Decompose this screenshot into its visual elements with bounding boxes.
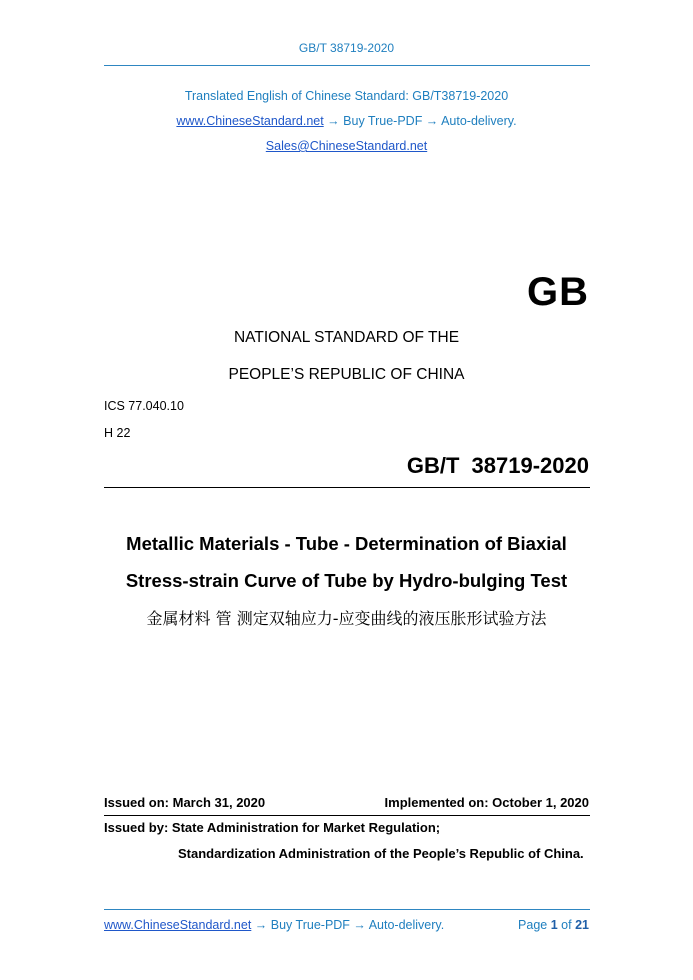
header-standard-code: GB/T 38719-2020 <box>298 41 395 55</box>
gb-logo-mark: GB <box>527 270 589 314</box>
footer-purchase-line <box>104 918 444 932</box>
chinese-title: 金属材料 管 测定双轴应力-应变曲线的液压胀形试验方法 <box>146 609 547 628</box>
issued-on-date: Issued on: March 31, 2020 <box>104 795 266 810</box>
english-title-line-1: Metallic Materials - Tube - Determination of Biaxial <box>126 533 567 554</box>
dates-divider <box>104 815 590 816</box>
page-of: of <box>561 918 572 932</box>
english-title-line-2: Stress-strain Curve of Tube by Hydro-bulging Test <box>125 570 568 591</box>
ics-code: ICS 77.040.10 <box>104 399 184 413</box>
issued-by-line-1: Issued by: State Administration for Market Regulation; <box>104 820 441 835</box>
page-label: Page <box>518 918 548 932</box>
footer-purchase-text: → Buy True-PDF → Auto-delivery. <box>251 918 445 932</box>
ccs-code: H 22 <box>104 426 131 440</box>
national-standard-line-2: PEOPLE’S REPUBLIC OF CHINA <box>228 366 465 383</box>
footer-divider <box>104 909 590 910</box>
sales-email-link[interactable]: Sales@ChineseStandard.net <box>265 139 428 153</box>
promo-purchase-line <box>0 114 693 128</box>
footer-site-link[interactable]: www.ChineseStandard.net <box>104 918 252 932</box>
national-standard-line-1: NATIONAL STANDARD OF THE <box>233 329 460 346</box>
site-link[interactable]: www.ChineseStandard.net <box>176 114 324 128</box>
header-divider <box>104 65 590 66</box>
issued-by-line-2: Standardization Administration of the People’s Republic of China. <box>178 846 584 861</box>
implemented-on-date: Implemented on: October 1, 2020 <box>384 795 589 810</box>
purchase-text: → Buy True-PDF → Auto-delivery. <box>323 114 517 128</box>
standard-number: GB/T 38719-2020 <box>406 453 589 478</box>
standard-number-divider <box>104 487 590 488</box>
page-indicator <box>518 918 589 932</box>
promo-translation-line: Translated English of Chinese Standard: GB/T38719-2020 <box>184 89 509 103</box>
promo-email-line <box>0 139 693 153</box>
page-current: 1 <box>550 918 558 932</box>
page-total: 21 <box>575 918 589 932</box>
